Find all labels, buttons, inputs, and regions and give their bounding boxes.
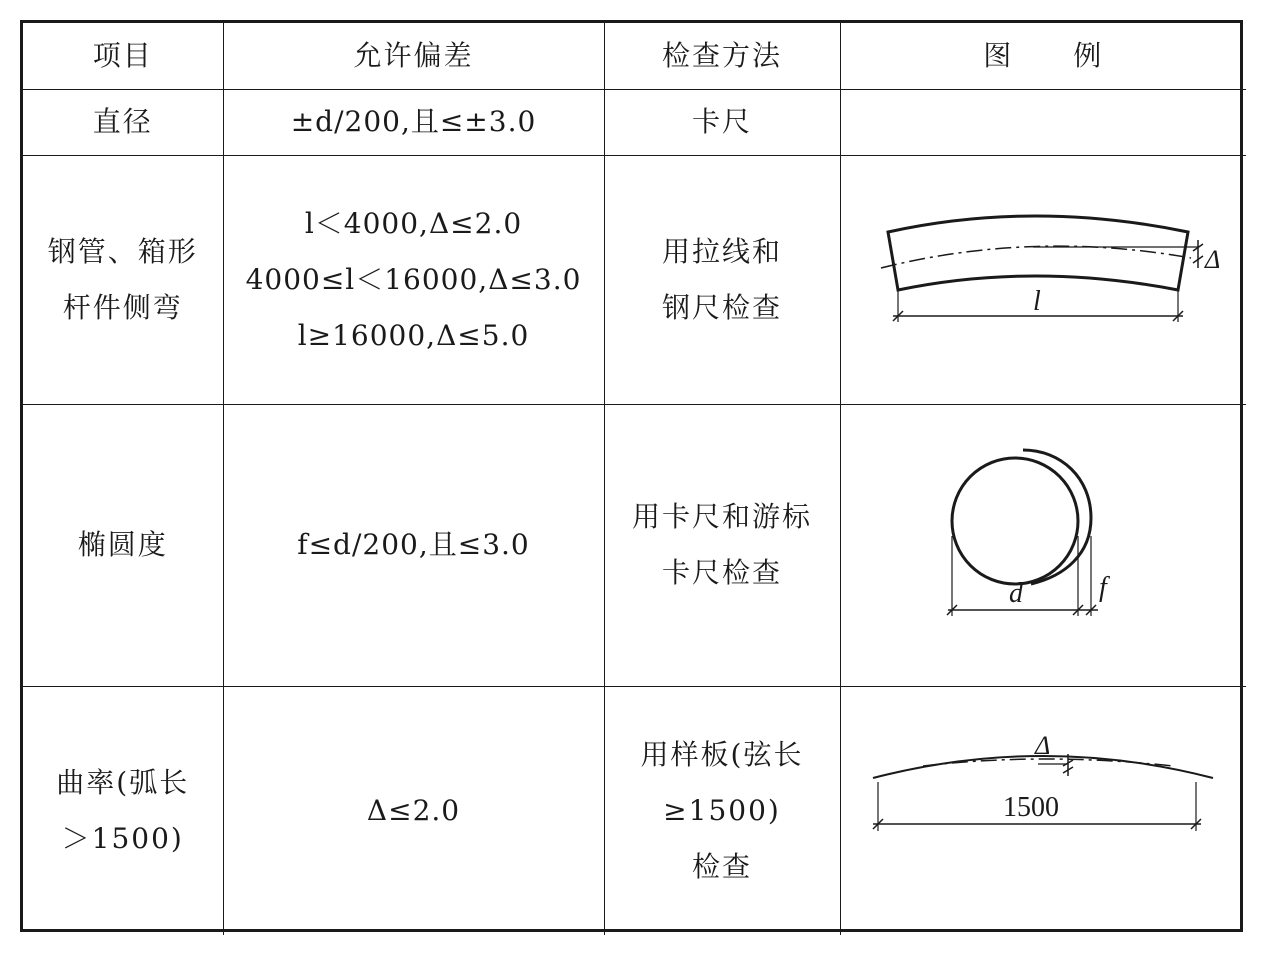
table-row [23, 404, 1246, 686]
figure-cell [840, 155, 1246, 404]
tolerance-line: l＜4000,Δ≤2.0 [304, 206, 523, 240]
method-cell: 卡尺 [604, 89, 840, 155]
figure-cell [840, 686, 1246, 935]
item-cell: 直径 [23, 89, 223, 155]
tolerance-cell: f≤d/200,且≤3.0 [223, 404, 604, 686]
delta-label: Δ [1035, 736, 1051, 761]
string-line [881, 246, 1191, 268]
f-label: f [1099, 571, 1108, 603]
item-cell: 钢管、箱形 杆件侧弯 [23, 155, 223, 404]
tolerance-table [20, 20, 1243, 932]
item-cell: 椭圆度 [23, 404, 223, 686]
tolerance-cell: ±d/200,且≤±3.0 [223, 89, 604, 155]
header-method: 检查方法 [604, 23, 840, 89]
method-cell: 用卡尺和游标 卡尺检查 [604, 404, 840, 686]
template-line [923, 759, 1173, 766]
tolerance-table-grid [23, 23, 1246, 935]
d-label: d [1009, 577, 1024, 609]
tolerance-line: l≥16000,Δ≤5.0 [297, 318, 530, 352]
lateral-bend-figure [853, 190, 1233, 350]
tolerance-line: 4000≤l＜16000,Δ≤3.0 [245, 262, 582, 296]
ovality-figure [913, 426, 1173, 646]
figure-cell-empty [840, 89, 1246, 155]
item-cell: 曲率(弧长 ＞1500) [23, 686, 223, 935]
chord-label: 1500 [1003, 792, 1060, 824]
header-tolerance: 允许偏差 [223, 23, 604, 89]
header-row [23, 23, 1246, 89]
tolerance-cell [223, 155, 604, 404]
table-row [23, 155, 1246, 404]
circle-outline [952, 458, 1078, 584]
tolerance-cell: Δ≤2.0 [223, 686, 604, 935]
header-figure: 图 例 [840, 23, 1246, 89]
ellipse-outline [1023, 450, 1091, 584]
bent-member-outline [888, 216, 1188, 290]
header-item: 项目 [23, 23, 223, 89]
method-cell: 用样板(弦长 ≥1500) 检查 [604, 686, 840, 935]
length-label: l [1033, 286, 1042, 317]
method-cell: 用拉线和 钢尺检查 [604, 155, 840, 404]
figure-cell [840, 404, 1246, 686]
table-row [23, 89, 1246, 155]
table-row [23, 686, 1246, 935]
delta-label: Δ [1205, 245, 1221, 274]
curvature-figure [853, 736, 1233, 866]
